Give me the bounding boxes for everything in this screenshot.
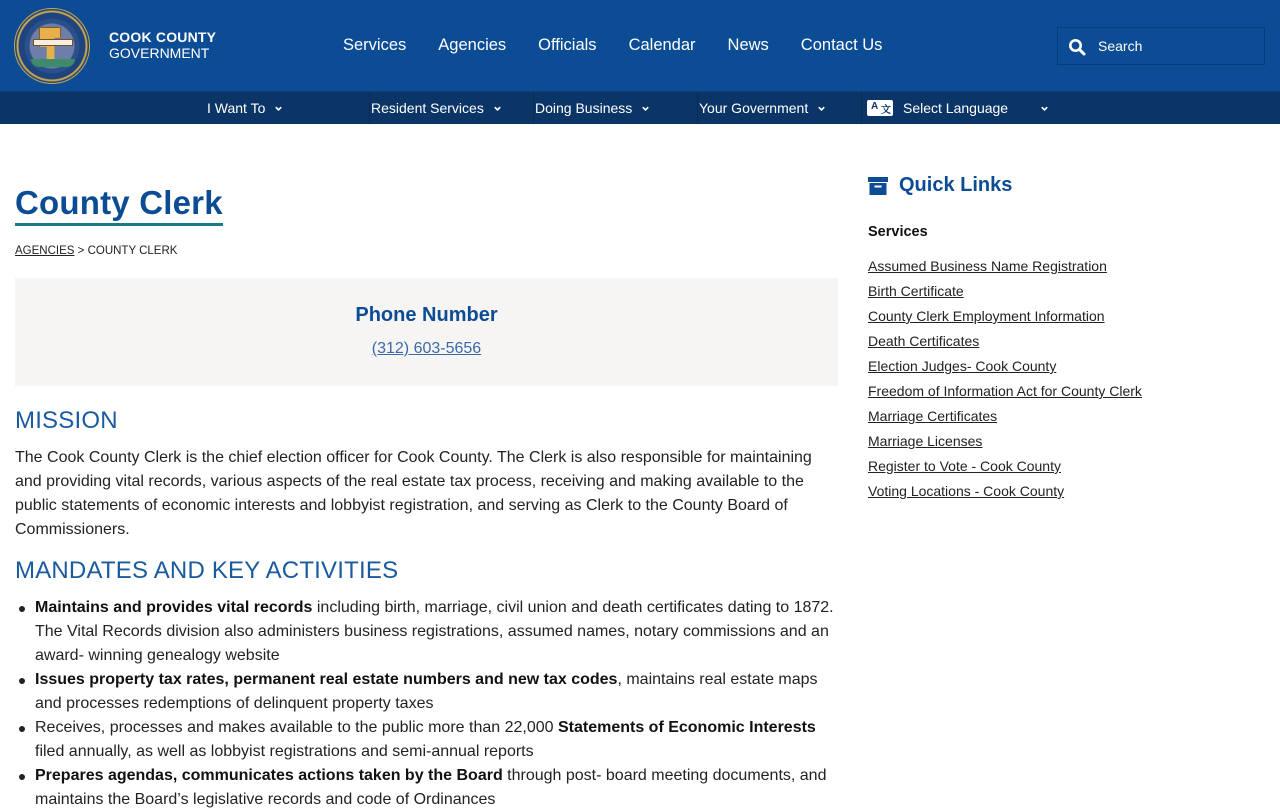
- search-icon[interactable]: [1068, 38, 1086, 56]
- mission-text: The Cook County Clerk is the chief election officer for Cook County. The Clerk is also responsible for maintaining and providing vital records, various aspects of the real estate tax process, receiving and making available to the public statements of economic interests and lobbyist registration, and serving as Clerk to the County Board of Commissioners.: [15, 449, 812, 538]
- subnav-label: Your Government: [699, 100, 809, 116]
- breadcrumb-separator: >: [77, 245, 85, 257]
- quick-link-election-judges[interactable]: Election Judges- Cook County: [868, 358, 1057, 374]
- subnav-divider: [369, 92, 370, 124]
- language-select-label: Select Language: [903, 100, 1009, 116]
- site-header: [0, 0, 1280, 91]
- breadcrumb: [15, 245, 177, 257]
- archive-box-icon: [868, 177, 888, 195]
- mission-heading: MISSION: [15, 407, 118, 434]
- quick-link-marriage-certificates[interactable]: Marriage Certificates: [868, 408, 998, 424]
- chevron-down-icon: [1040, 104, 1049, 113]
- mandates-list: [35, 596, 843, 812]
- quick-links-list: [868, 255, 1142, 505]
- nav-officials[interactable]: Officials: [538, 36, 597, 54]
- translate-icon-letter: A: [871, 101, 879, 112]
- quick-link-foia[interactable]: Freedom of Information Act for County Clerk: [868, 383, 1142, 399]
- services-section-label: Services: [868, 224, 928, 240]
- brand-line2: GOVERNMENT: [109, 45, 210, 61]
- seal-ground-graphic: [31, 59, 75, 67]
- subnav-doing-business[interactable]: [535, 92, 650, 124]
- list-item: Prepares agendas, communicates actions taken by the Board through post- board meeting documents, and maintains the Board’s legislative records and code of Ordinances: [35, 764, 843, 812]
- nav-services[interactable]: Services: [343, 36, 407, 54]
- search-input[interactable]: [1098, 34, 1258, 58]
- subnav-divider: [533, 92, 534, 124]
- chevron-down-icon: [641, 104, 650, 113]
- translate-icon: [867, 100, 893, 116]
- subnav-divider: [861, 92, 862, 124]
- subnav-label: Resident Services: [371, 100, 484, 116]
- subnav-label: Doing Business: [535, 100, 633, 116]
- nav-contact-us[interactable]: Contact Us: [800, 36, 883, 54]
- quick-link-assumed-business-name[interactable]: Assumed Business Name Registration: [868, 258, 1107, 274]
- subnav-divider: [697, 92, 698, 124]
- list-item: Maintains and provides vital records including birth, marriage, civil union and death certificates dating to 1872. The Vital Records division also administers business registrations, assumed names, notary commissions and an award- winning genealogy website: [35, 596, 843, 668]
- translate-icon-glyph: 文: [881, 105, 891, 116]
- page-title: County Clerk: [15, 183, 223, 226]
- quick-links-title: Quick Links: [899, 174, 1013, 196]
- language-select[interactable]: [867, 92, 1049, 124]
- search-box: [1057, 27, 1265, 65]
- quick-link-birth-certificate[interactable]: Birth Certificate: [868, 283, 964, 299]
- subnav-your-government[interactable]: [699, 92, 826, 124]
- chevron-down-icon: [274, 104, 283, 113]
- phone-number-link[interactable]: (312) 603-5656: [371, 340, 482, 357]
- mandates-heading: MANDATES AND KEY ACTIVITIES: [15, 557, 399, 584]
- phone-number-title: Phone Number: [355, 304, 498, 326]
- breadcrumb-current: COUNTY CLERK: [87, 245, 178, 257]
- nav-agencies[interactable]: Agencies: [438, 36, 507, 54]
- brand-name-link[interactable]: [109, 29, 216, 61]
- quick-link-marriage-licenses[interactable]: Marriage Licenses: [868, 433, 983, 449]
- breadcrumb-agencies[interactable]: AGENCIES: [15, 245, 75, 257]
- nav-calendar[interactable]: Calendar: [628, 36, 696, 54]
- seal-banner-graphic: [33, 39, 73, 46]
- main-nav: [343, 36, 914, 55]
- phone-number-box: [15, 278, 838, 386]
- list-item: Receives, processes and makes available to the public more than 22,000 Statements of Economic Interests filed annually, as well as lobbyist registrations and semi-annual reports: [35, 716, 843, 764]
- chevron-down-icon: [817, 104, 826, 113]
- nav-news[interactable]: News: [727, 36, 769, 54]
- subnav-resident-services[interactable]: [371, 92, 502, 124]
- county-seal-logo[interactable]: [14, 8, 90, 84]
- chevron-down-icon: [493, 104, 502, 113]
- quick-link-register-to-vote[interactable]: Register to Vote - Cook County: [868, 458, 1061, 474]
- list-item: Issues property tax rates, permanent real estate numbers and new tax codes, maintains real estate maps and processes redemptions of delinquent property taxes: [35, 668, 843, 716]
- quick-links-header: [868, 174, 1012, 197]
- quick-link-death-certificates[interactable]: Death Certificates: [868, 333, 980, 349]
- brand-line1: COOK COUNTY: [109, 29, 217, 45]
- subnav-label: I Want To: [207, 100, 266, 116]
- quick-link-employment-info[interactable]: County Clerk Employment Information: [868, 308, 1105, 324]
- quick-link-voting-locations[interactable]: Voting Locations - Cook County: [868, 483, 1065, 499]
- subnav-i-want-to[interactable]: [207, 92, 283, 124]
- secondary-nav: [0, 91, 1280, 124]
